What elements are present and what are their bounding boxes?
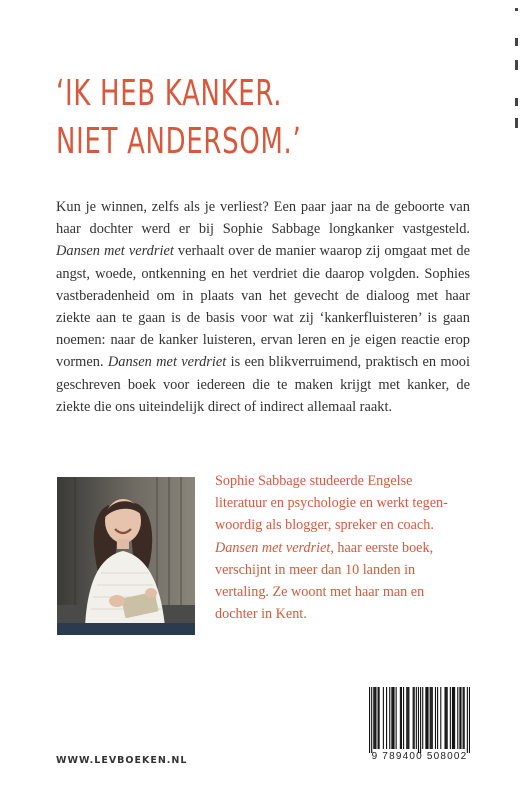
barcode-bar — [389, 687, 390, 749]
author-photo — [57, 477, 195, 635]
barcode-bar — [464, 687, 465, 749]
headline-quote — [56, 70, 315, 166]
isbn-number: 9 789400 508002 — [371, 751, 468, 762]
barcode-bar — [444, 687, 445, 749]
intro-text-1: Kun je winnen, zelfs als je verliest? Een paar jaar na de geboorte van haar dochter werd er bij Sophie Sabbage longkanker vastgesteld. — [56, 199, 470, 238]
barcode-bar — [393, 687, 394, 749]
barcode-bar — [414, 687, 415, 749]
edge-mark — [515, 8, 518, 11]
publisher-website: WWW.LEVBOEKEN.NL — [56, 755, 188, 766]
intro-book-title-2: Dansen met verdriet — [107, 354, 227, 371]
barcode-bar — [369, 687, 370, 753]
edge-mark — [515, 118, 518, 128]
barcode-bar — [383, 687, 384, 749]
barcode-bar — [375, 687, 376, 749]
barcode-bar — [378, 687, 379, 749]
author-bio — [215, 470, 460, 625]
headline-line-2: NIET ANDERSOM.’ — [56, 121, 302, 162]
barcode-bar — [401, 687, 402, 749]
barcode-bar — [418, 687, 419, 753]
barcode-bar — [400, 687, 401, 749]
barcode-bar — [440, 687, 441, 749]
bio-text-1: Sophie Sabbage studeerde Engelse literatuur en psychologie en werkt tegen-woordig als blogger, spreker en coach. — [215, 473, 448, 534]
barcode-bar — [467, 687, 468, 753]
barcode-bar — [403, 687, 404, 749]
barcode-bar — [450, 687, 451, 749]
edge-mark — [515, 60, 518, 70]
barcode-bar — [452, 687, 453, 749]
barcode-bar — [457, 687, 458, 749]
barcode-bar — [437, 687, 438, 749]
bio-text-2: , haar eerste boek, verschijnt in meer dan 10 landen in vertaling. Ze woont met haar man en dochter in Kent. — [215, 539, 434, 623]
barcode-bar — [447, 687, 448, 749]
barcode-bar — [386, 687, 387, 749]
barcode-bar — [422, 687, 423, 749]
barcode-bar — [413, 687, 414, 749]
barcode-bar — [460, 687, 461, 749]
barcode-bar — [408, 687, 409, 749]
bio-book-title: Dansen met verdriet — [215, 539, 331, 556]
intro-book-title: Dansen met verdriet — [56, 243, 174, 260]
intro-text-2: verhaalt over de manier waarop zij omgaat met de angst, woede, ontkenning en het verdriet die daarop volgden. Sophies vastberadenheid om in plaats van het gevecht de dialoog met haar ziekte aan te gaan is de basis voor wat zij ‘kankerfluisteren’ is gaan noemen: naar de kanker luisteren, ervan leren en je eigen reactie erop vormen. — [56, 243, 470, 371]
barcode-bar — [431, 687, 432, 749]
barcode-bar — [425, 687, 426, 749]
isbn-barcode — [369, 687, 470, 775]
barcode-bar — [396, 687, 397, 749]
edge-mark — [515, 38, 518, 46]
barcode-bar — [427, 687, 428, 749]
barcode-bar — [435, 687, 436, 749]
barcode-bar — [373, 687, 374, 749]
barcode-bar — [371, 687, 372, 753]
barcode-bar — [406, 687, 407, 749]
barcode-bar — [420, 687, 421, 753]
barcode-bar — [416, 687, 417, 749]
barcode-bar — [374, 687, 375, 749]
intro-text-3: is een blikverruimend, praktisch en mooi geschreven boek voor iedereen die te maken krijgt met kanker, de ziekte die ons uiteindelijk direct of indirect allemaal raakt. — [56, 354, 470, 415]
headline-line-1: ‘IK HEB KANKER. — [56, 73, 283, 114]
barcode-bar — [407, 687, 408, 749]
barcode-bar — [463, 687, 464, 749]
barcode-bar — [430, 687, 431, 749]
barcode-bar — [453, 687, 454, 749]
barcode-bar — [391, 687, 392, 749]
barcode-bar — [459, 687, 460, 749]
intro-paragraph — [56, 196, 470, 418]
barcode-bar — [392, 687, 393, 749]
barcode-bar — [379, 687, 380, 749]
barcode-bar — [446, 687, 447, 749]
barcode-bar — [454, 687, 455, 749]
barcode-bar — [469, 687, 470, 753]
barcode-bar — [432, 687, 433, 749]
edge-mark — [515, 98, 518, 106]
barcode-bar — [426, 687, 427, 749]
barcode-bars — [369, 687, 470, 753]
